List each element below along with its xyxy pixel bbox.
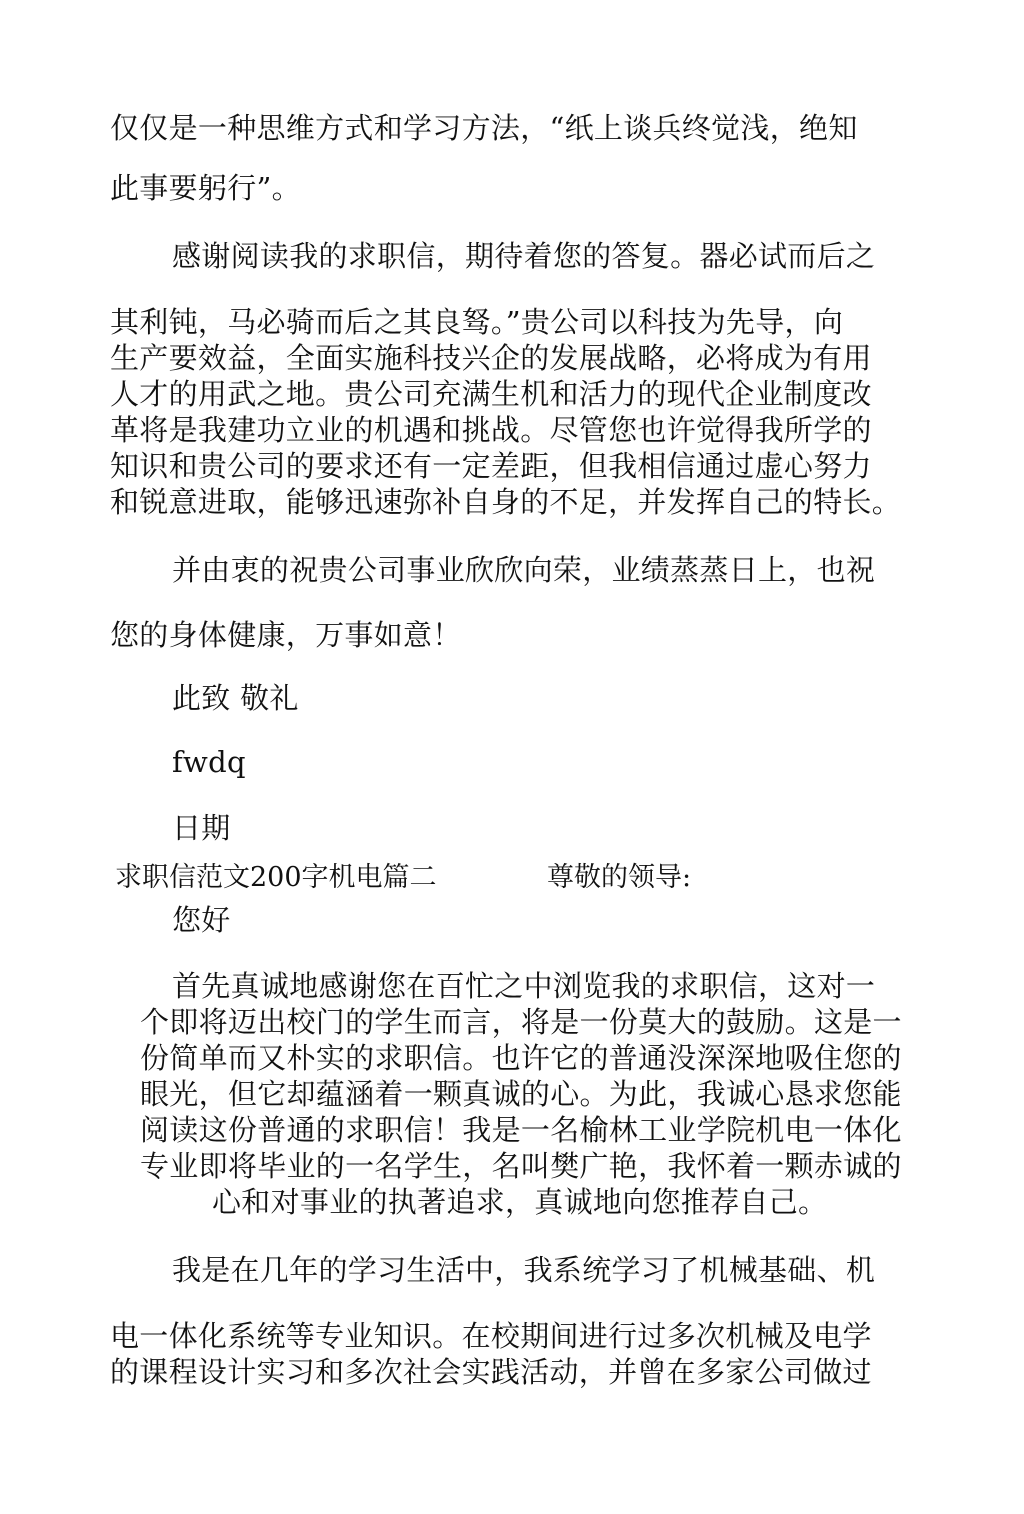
paragraph-line: 知识和贵公司的要求还有一定差距，但我相信通过虚心努力 xyxy=(110,449,872,483)
paragraph-line: 首先真诚地感谢您在百忙之中浏览我的求职信，这对一 xyxy=(172,969,876,1003)
signature-text: fwdq xyxy=(172,745,246,779)
paragraph-line: 和锐意进取，能够迅速弥补自身的不足，并发挥自己的特长。 xyxy=(110,485,902,519)
paragraph-line: 心和对事业的执著追求，真诚地向您推荐自己。 xyxy=(212,1185,828,1219)
paragraph-line: 的课程设计实习和多次社会实践活动，并曾在多家公司做过 xyxy=(110,1355,872,1389)
paragraph-line: 个即将迈出校门的学生而言，将是一份莫大的鼓励。这是一 xyxy=(140,1005,902,1039)
salutation: 尊敬的领导: xyxy=(547,862,692,893)
paragraph-line: 份简单而又朴实的求职信。也许它的普通没深深地吸住您的 xyxy=(140,1041,902,1075)
paragraph-line: 人才的用武之地。贵公司充满生机和活力的现代企业制度改 xyxy=(110,377,872,411)
paragraph-line: 生产要效益，全面实施科技兴企的发展战略，必将成为有用 xyxy=(110,341,872,375)
paragraph-line: 革将是我建功立业的机遇和挑战。尽管您也许觉得我所学的 xyxy=(110,413,872,447)
paragraph-line: 仅仅是一种思维方式和学习方法，“纸上谈兵终觉浅，绝知 xyxy=(110,111,858,145)
paragraph-line: 专业即将毕业的一名学生，名叫樊广艳，我怀着一颗赤诚的 xyxy=(140,1149,902,1183)
paragraph-line: 我是在几年的学习生活中，我系统学习了机械基础、机 xyxy=(172,1253,876,1287)
section-title: 求职信范文200字机电篇二 xyxy=(115,862,437,893)
paragraph-line: 并由衷的祝贵公司事业欣欣向荣，业绩蒸蒸日上，也祝 xyxy=(172,553,876,587)
paragraph-line: 此事要躬行”。 xyxy=(110,171,301,205)
date-label: 日期 xyxy=(172,811,231,845)
paragraph-line: 其利钝，马必骑而后之其良驽。”贵公司以科技为先导，向 xyxy=(110,305,844,339)
greeting: 您好 xyxy=(172,903,231,937)
paragraph-line: 电一体化系统等专业知识。在校期间进行过多次机械及电学 xyxy=(110,1319,872,1353)
paragraph-line: 您的身体健康，万事如意！ xyxy=(110,618,462,652)
closing-text: 此致 敬礼 xyxy=(172,681,299,715)
paragraph-line: 阅读这份普通的求职信！我是一名榆林工业学院机电一体化 xyxy=(140,1113,902,1147)
paragraph-line: 眼光，但它却蕴涵着一颗真诚的心。为此，我诚心恳求您能 xyxy=(140,1077,902,1111)
paragraph-line: 感谢阅读我的求职信，期待着您的答复。器必试而后之 xyxy=(172,239,876,273)
